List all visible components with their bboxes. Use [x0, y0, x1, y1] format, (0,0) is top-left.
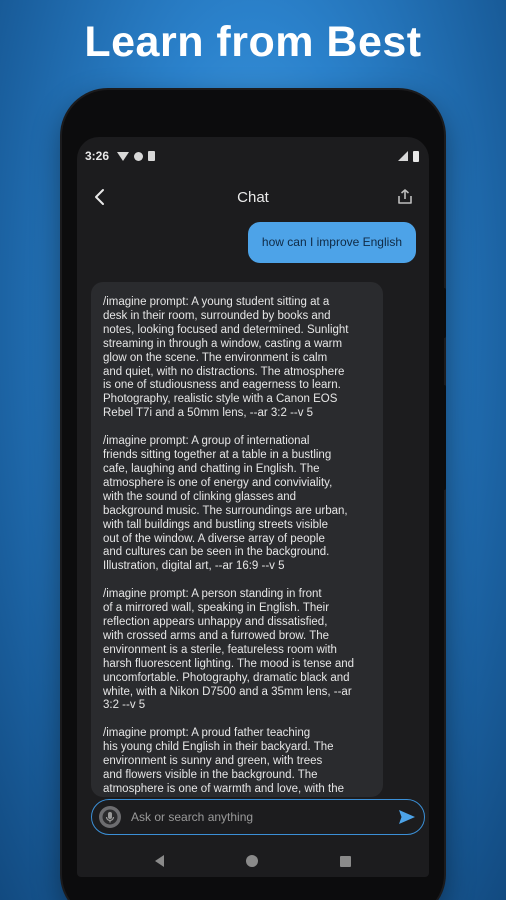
mic-button[interactable]: [97, 804, 123, 830]
nav-recents-icon[interactable]: [340, 856, 351, 867]
send-button[interactable]: [396, 806, 418, 828]
user-message-text: how can I improve English: [261, 235, 402, 249]
bot-message-paragraph: /imagine prompt: A proud father teaching his young child English in their backyard. The environment is sunny and green, with trees and flowers visible in the background. The atmosphere is one of warmth and love, with the: [103, 727, 344, 795]
bot-message-paragraph: /imagine prompt: A person standing in front of a mirrored wall, speaking in English. Their reflection appears unhappy and dissatisfied, with crossed arms and a furrowed brow. The environment is a sterile, featureless room with harsh fluorescent lighting. The mood is tense and uncomfortable. Photography, dramatic black and white, with a Nikon D7500 and a 35mm lens, --ar 3:2 --v 5: [103, 588, 355, 712]
phone-volume-button: [441, 385, 446, 490]
nav-home-icon[interactable]: [246, 855, 258, 867]
battery-icon: [413, 151, 419, 162]
microphone-icon: [98, 805, 122, 829]
send-icon: [397, 807, 417, 827]
headline: Learn from Best: [84, 18, 422, 66]
phone-side-button: [441, 288, 446, 338]
app-bar: [77, 177, 429, 217]
chevron-left-icon: [92, 188, 106, 206]
status-time: 3:26: [85, 149, 110, 163]
status-bar: [77, 137, 429, 175]
sd-card-icon: [148, 151, 155, 161]
share-button[interactable]: [393, 185, 417, 209]
back-button[interactable]: [87, 185, 111, 209]
app-notification-icon: [134, 152, 143, 161]
wifi-icon: [117, 152, 129, 161]
share-icon: [396, 188, 414, 206]
bot-message-paragraph: /imagine prompt: A young student sitting at a desk in their room, surrounded by books and notes, looking focused and determined. Sunlight streaming in through a window, casting a warm glow on the scene. The environment is calm and quiet, with no distractions. The atmosphere is one of studiousness and eagerness to learn. Photography, realistic style with a Canon EOS Rebel T7i and a 50mm lens, --ar 3:2 --v 5: [103, 296, 349, 420]
bot-message-bubble[interactable]: [91, 282, 383, 797]
nav-back-icon[interactable]: [155, 855, 164, 867]
phone-screen: [77, 137, 429, 877]
page-title: Chat: [237, 188, 269, 206]
message-input[interactable]: [131, 810, 396, 824]
system-nav-bar: [77, 845, 429, 877]
signal-icon: [398, 151, 408, 161]
bot-message-paragraph: /imagine prompt: A group of international friends sitting together at a table in a bustling cafe, laughing and chatting in English. The atmosphere is one of energy and conviviality, with the sound of clinking glasses and background music. The surroundings are urban, with tall buildings and bustling streets visible out of the window. A diverse array of people and cultures can be seen in the background. Illustration, digital art, --ar 16:9 --v 5: [103, 435, 348, 573]
message-composer: [91, 799, 425, 835]
user-message-bubble[interactable]: [248, 222, 416, 263]
